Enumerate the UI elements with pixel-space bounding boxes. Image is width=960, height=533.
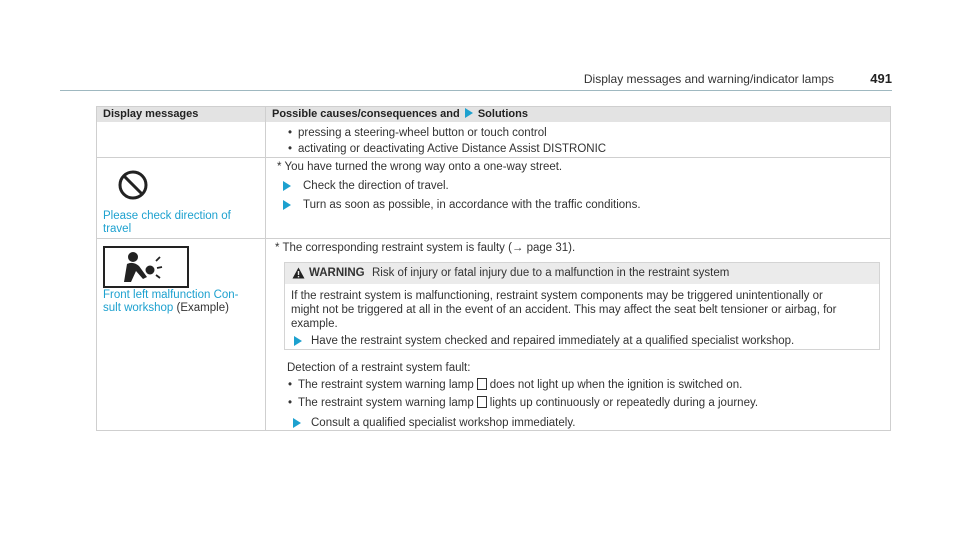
message-line-2 xyxy=(103,302,239,315)
warning-box xyxy=(284,262,880,350)
warning-heading: Risk of injury or fatal injury due to a malfunction in the restraint system xyxy=(372,267,730,279)
messages-table xyxy=(96,106,891,431)
column-header-causes xyxy=(272,108,528,120)
warning-action: Have the restraint system checked and repaired immediately at a qualified specialist workshop. xyxy=(311,335,795,347)
solution-arrow-icon xyxy=(294,336,302,346)
no-entry-icon xyxy=(117,169,149,201)
message-restraint xyxy=(103,289,239,315)
list-item xyxy=(298,396,758,410)
restraint-lamp-icon xyxy=(477,396,487,408)
message-line: travel xyxy=(103,223,132,235)
warning-body-line: If the restraint system is malfunctioning, restraint system components may be triggered unintentionally or xyxy=(291,290,823,302)
page-number: 491 xyxy=(870,71,892,86)
message-direction xyxy=(103,210,231,236)
solution-arrow-icon xyxy=(283,200,291,210)
section-title: Display messages and warning/indicator lamps xyxy=(583,72,834,86)
solution-text: Consult a qualified specialist workshop immediately. xyxy=(311,417,576,429)
column-divider xyxy=(265,107,266,430)
table-header xyxy=(97,107,890,122)
causes-header-text: Possible causes/consequences and xyxy=(272,108,460,120)
airbag-occupant-icon xyxy=(103,246,189,288)
page-header xyxy=(60,72,892,92)
header-divider xyxy=(60,90,892,91)
solution-text: Check the direction of travel. xyxy=(303,180,449,192)
warning-label: WARNING xyxy=(309,267,365,279)
detection-text: does not light up when the ignition is switched on. xyxy=(489,379,743,391)
message-line: Front left malfunction Con- xyxy=(103,289,239,301)
detection-text: The restraint system warning lamp xyxy=(298,397,474,409)
detection-text: lights up continuously or repeatedly during a journey. xyxy=(489,397,759,409)
solution-arrow-icon xyxy=(283,181,291,191)
cause-text: * You have turned the wrong way onto a one-way street. xyxy=(277,161,563,173)
solution-arrow-icon xyxy=(465,108,473,118)
cause-text: * The corresponding restraint system is faulty (→ page 31). xyxy=(275,242,576,254)
solution-text: Turn as soon as possible, in accordance with the traffic conditions. xyxy=(303,199,641,211)
column-header-messages: Display messages xyxy=(103,108,199,120)
warning-header xyxy=(285,263,879,284)
list-item xyxy=(298,378,742,392)
warning-body-line: example. xyxy=(291,318,338,330)
message-example: (Example) xyxy=(176,302,229,314)
message-line: sult workshop xyxy=(103,302,174,314)
detection-title: Detection of a restraint system fault: xyxy=(287,362,471,374)
warning-body-line: might not be triggered at all in the event of an accident. This may affect the seat belt tensioner or airbag, for xyxy=(291,304,837,316)
row-divider xyxy=(97,238,890,239)
list-item: • activating or deactivating Active Distance Assist DISTRONIC xyxy=(298,142,606,156)
restraint-lamp-icon xyxy=(477,378,487,390)
detection-text: The restraint system warning lamp xyxy=(298,379,474,391)
solutions-header-text: Solutions xyxy=(477,108,528,120)
solution-arrow-icon xyxy=(293,418,301,428)
message-line: Please check direction of xyxy=(103,210,231,222)
warning-triangle-icon xyxy=(292,267,305,279)
row-divider xyxy=(97,157,890,158)
list-item: • pressing a steering-wheel button or touch control xyxy=(298,126,547,140)
